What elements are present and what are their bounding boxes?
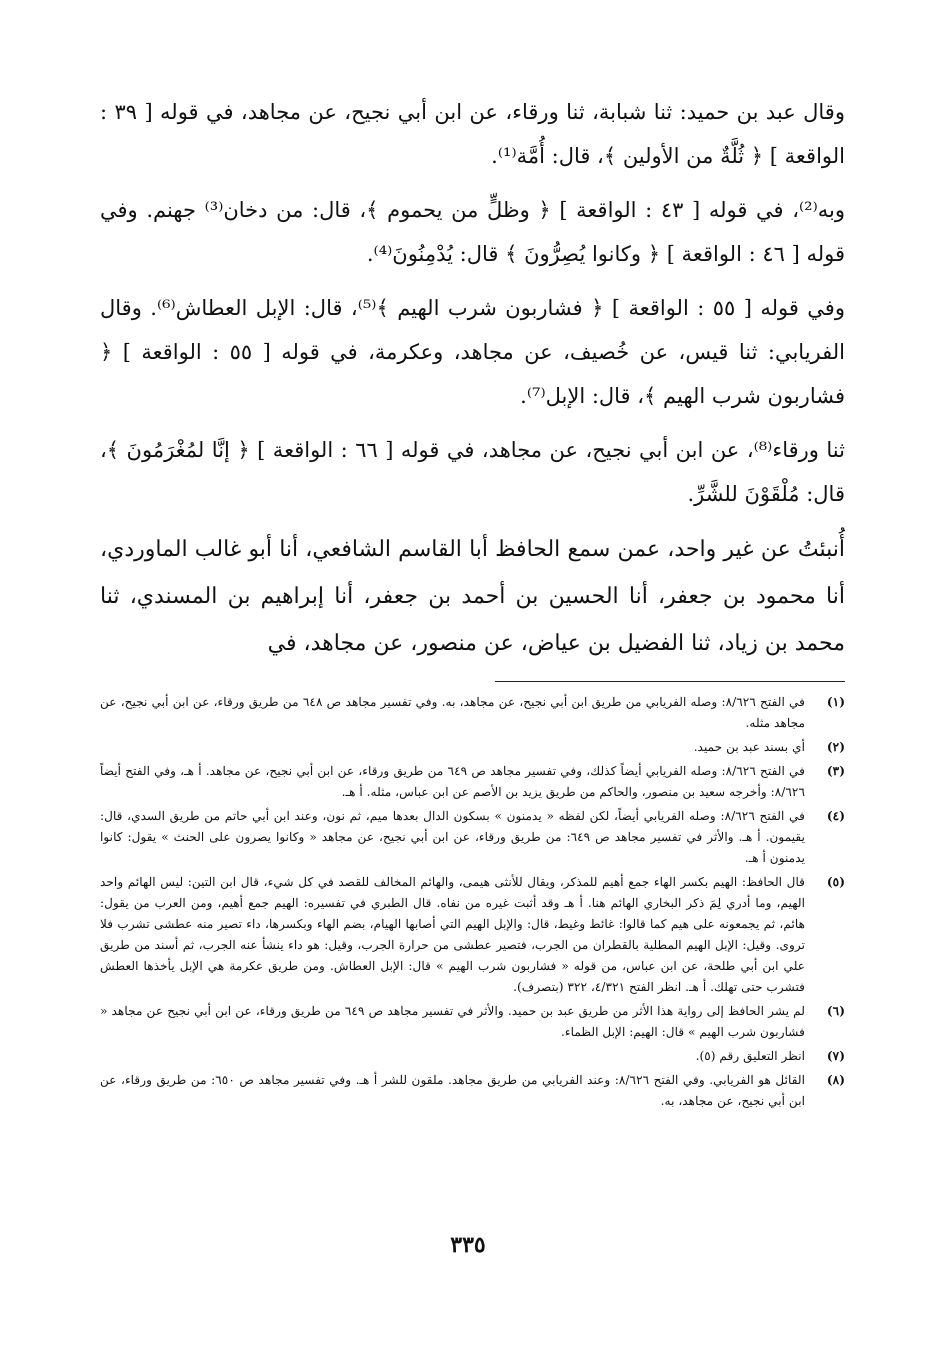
footnote-text: قال الحافظ: الهيم بكسر الهاء جمع أهيم للمذكر، ويقال للأنثى هيمى، والهائم المخالف للقصد في كل شيء، قال ابن التين: ليس الهائم واحد الهيم، وما أدري لِمَ ذكر البخاري الهائم هنا. أ هـ وقد أثبت غيره من نفاه. قال الطبري في تفسيره: الهيم جمع أهيم، ومن العرب من يقول: هائم، ثم يجمعونه على هيم كما قالوا: غائط وغيط، قال: والإبل الهيم التي أصابها الهيام، بضم الهاء وبكسرها، داء تصير منه عطشى تشرب فلا تروى. وقيل: الإبل الهيم المطلية بالقطران من الجرب، فتصير عطشى من حرارة الجرب، وقيل: هو داء ينشأ عنه الجرب، ثم أسند من طريق علي ابن أبي طلحة، عن ابن عباس، من قوله « فشاربون شرب الهيم » قال: الإبل العطاش. ومن طريق عكرمة هي الإبل يأخذها العطش فتشرب حتى تهلك. أ هـ. انظر الفتح ٤/٣٢١، ٣٢٢ (بتصرف). xyxy=(100,875,805,994)
footnote-text: في الفتح ٨/٦٢٦: وصله الفريابي أيضاً كذلك، وفي تفسير مجاهد ص ٦٤٩ من طريق ورقاء، عن ابن أبي نجيح، عن مجاهد. أ هـ، وفي الفتح أيضاً ٨/٦٢٦: وأخرجه سعيد بن منصور، والحاكم من طريق يزيد بن الأصم عن ابن عباس، مثله. أ هـ. xyxy=(100,764,805,799)
footnote-text: أي بسند عبد بن حميد. xyxy=(693,740,805,754)
footnote-number: (٦) xyxy=(826,1004,845,1018)
paragraph-2: وبه⁽²⁾، في قوله [ ٤٣ : الواقعة ] ﴿ وظلٍّ من يحموم ﴾، قال: من دخان⁽³⁾ جهنم. وفي قوله [ ٤٦ : الواقعة ] ﴿ وكانوا يُصِرُّونَ ﴾ قال: يُدْمِنُونَ⁽⁴⁾. xyxy=(100,198,845,266)
footnote xyxy=(100,1046,845,1067)
footnote-number: (٤) xyxy=(826,809,845,823)
paragraph-1: وقال عبد بن حميد: ثنا شبابة، ثنا ورقاء، عن ابن أبي نجيح، عن مجاهد، في قوله [ ٣٩ : الواقعة ] ﴿ ثُلَّةٌ من الأولين ﴾، قال: أُمَّة⁽¹⁾. xyxy=(100,100,845,168)
footnote-number: (٥) xyxy=(826,875,845,889)
paragraph-4: ثنا ورقاء⁽⁸⁾، عن ابن أبي نجيح، عن مجاهد، في قوله [ ٦٦ : الواقعة ] ﴿ إنَّا لمُغْرَمُونَ ﴾، قال: مُلْقَوْنَ للشَّرِّ. xyxy=(100,438,845,506)
footnote-text: في الفتح ٨/٦٢٦: وصله الفريابي من طريق ابن أبي نجيح، عن مجاهد، به. وفي تفسير مجاهد ص ٦٤٨ من طريق ورقاء، عن ابن أبي نجيح، عن مجاهد مثله. xyxy=(100,695,805,730)
page-number: ٣٣٥ xyxy=(450,1232,486,1258)
footnote xyxy=(100,692,845,734)
footnote xyxy=(100,806,845,869)
footnote-text: في الفتح ٨/٦٢٦: وصله الفريابي أيضاً، لكن لفظه « يدمنون » بسكون الدال بعدها ميم، ثم نون، وعند ابن أبي حاتم من طريق السدي، قال: يقيمون. أ هـ. والأثر في تفسير مجاهد ص ٦٤٩: من طريق ورقاء، عن ابن أبي نجيح، عن مجاهد « وكانوا يصرون على الحنث » يقول: كانوا يدمنون أ هـ. xyxy=(100,809,806,865)
footnote-number: (٣) xyxy=(826,764,845,778)
footnotes xyxy=(100,692,845,1112)
footnote-text: انظر التعليق رقم (٥). xyxy=(695,1049,805,1063)
footnote-divider xyxy=(495,681,845,682)
footnote xyxy=(100,1070,845,1112)
footnote xyxy=(100,737,845,758)
footnote xyxy=(100,1001,845,1043)
footnote xyxy=(100,872,845,998)
page xyxy=(100,90,845,1320)
footnote-number: (١) xyxy=(826,695,845,709)
footnote-text: القائل هو الفريابي. وفي الفتح ٨/٦٢٦: وعند الفريابي من طريق مجاهد. ملقون للشر أ هـ. وفي تفسير مجاهد ص ٦٥٠: من طريق ورقاء، عن ابن أبي نجيح، عن مجاهد، به. xyxy=(100,1073,805,1108)
paragraph-3: وفي قوله [ ٥٥ : الواقعة ] ﴿ فشاربون شرب الهيم ﴾⁽⁵⁾، قال: الإبل العطاش⁽⁶⁾. وقال الفريابي: ثنا قيس، عن خُصيف، عن مجاهد، وعكرمة، في قوله [ ٥٥ : الواقعة ] ﴿ فشاربون شرب الهيم ﴾، قال: الإبل⁽⁷⁾. xyxy=(100,296,845,408)
footnote-number: (٧) xyxy=(826,1049,845,1063)
footnote-number: (٨) xyxy=(826,1073,845,1087)
footnote xyxy=(100,761,845,803)
footnote-number: (٢) xyxy=(826,740,845,754)
paragraph-5: أُنبئتُ عن غير واحد، عمن سمع الحافظ أبا القاسم الشافعي، أنا أبو غالب الماوردي، أنا محمود بن جعفر، أنا الحسين بن أحمد بن جعفر، أنا إبراهيم بن المسندي، ثنا محمد بن زياد، ثنا الفضيل بن عياض، عن منصور، عن مجاهد، في xyxy=(100,537,845,656)
main-text xyxy=(100,90,845,667)
footnote-text: لم يشر الحافظ إلى رواية هذا الأثر من طريق عبد بن حميد. والأثر في تفسير مجاهد ص ٦٤٩ من طريق ورقاء، عن ابن أبي نجيح عن مجاهد « فشاربون شرب الهيم » قال: الهيم: الإبل الظماء. xyxy=(100,1004,805,1039)
